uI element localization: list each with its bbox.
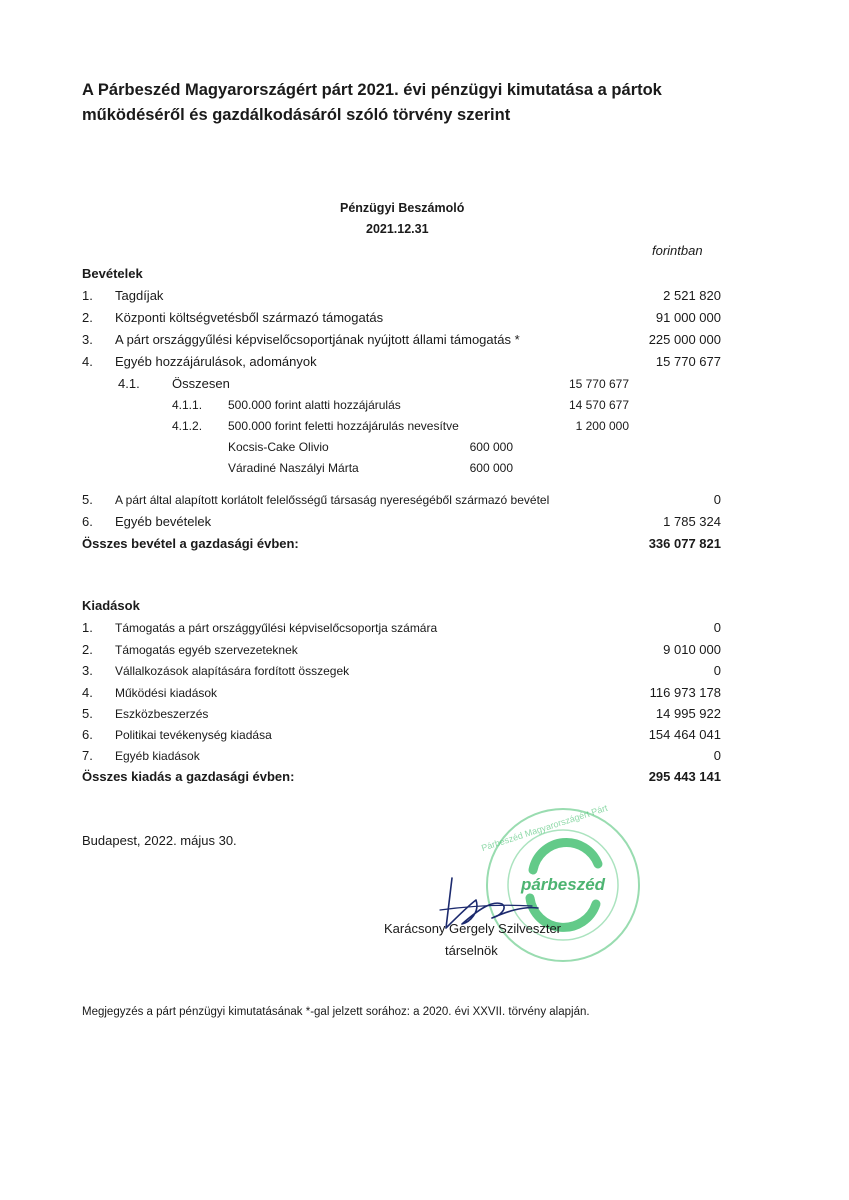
- income-item-label: A párt országgyűlési képviselőcsoportjának nyújtott állami támogatás *: [115, 332, 520, 347]
- expense-item-number: 5.: [82, 706, 93, 721]
- expense-item-label: Támogatás a párt országgyűlési képviselőcsoportja számára: [115, 621, 438, 635]
- sub-item-value: 1 200 000: [575, 419, 629, 433]
- income-item-number: 2.: [82, 310, 93, 325]
- svg-text:Párbeszéd Magyarországért Párt: Párbeszéd Magyarországért Párt: [480, 802, 609, 854]
- expense-item-label: Vállalkozások alapítására fordított összegek: [115, 664, 350, 678]
- sub-item-value: 14 570 677: [568, 398, 629, 412]
- expense-item-number: 2.: [82, 642, 93, 657]
- expense-item-number: 7.: [82, 748, 93, 763]
- income-item-label: Tagdíjak: [115, 288, 164, 303]
- donor-name: Kocsis-Cake Olivio: [228, 440, 329, 454]
- expense-total-label: Összes kiadás a gazdasági évben:: [82, 769, 295, 784]
- subtotal-number: 4.1.: [118, 376, 140, 391]
- expense-item-value: 14 995 922: [655, 706, 721, 721]
- unit-label: forintban: [652, 243, 703, 258]
- sub-item-label: 500.000 forint alatti hozzájárulás: [228, 398, 401, 412]
- expense-item-label: Egyéb kiadások: [115, 749, 200, 763]
- sub-item-number: 4.1.2.: [172, 419, 203, 433]
- sub-item-label: 500.000 forint feletti hozzájárulás nevesítve: [228, 419, 459, 433]
- report-heading: Pénzügyi Beszámoló: [340, 201, 465, 215]
- income-item-value: 225 000 000: [648, 332, 721, 347]
- document-title: [82, 78, 662, 128]
- expense-item-value: 9 010 000: [663, 642, 721, 657]
- expense-item-label: Támogatás egyéb szervezeteknek: [115, 643, 298, 657]
- income-total-value: 336 077 821: [648, 536, 721, 551]
- expense-item-value: 0: [713, 620, 721, 635]
- income-item-label: Egyéb bevételek: [115, 514, 212, 529]
- income-item-value: 1 785 324: [663, 514, 721, 529]
- expense-item-number: 3.: [82, 663, 93, 678]
- expense-item-value: 0: [713, 663, 721, 678]
- expense-item-value: 154 464 041: [648, 727, 721, 742]
- income-item-number: 6.: [82, 514, 93, 529]
- title-line-2: működéséről és gazdálkodásáról szóló törvény szerint: [82, 106, 511, 124]
- expense-item-label: Működési kiadások: [115, 686, 218, 700]
- income-item-value: 15 770 677: [655, 354, 721, 369]
- income-item-label: A párt által alapított korlátolt felelősségű társaság nyereségéből származó bevétel: [115, 493, 550, 507]
- income-item-value: 91 000 000: [655, 310, 721, 325]
- report-date: 2021.12.31: [366, 222, 429, 236]
- donor-value: 600 000: [469, 440, 513, 454]
- income-total-label: Összes bevétel a gazdasági évben:: [82, 536, 299, 551]
- expenses-heading: Kiadások: [82, 598, 140, 613]
- subtotal-label: Összesen: [172, 376, 230, 391]
- expense-item-label: Politikai tevékenység kiadása: [115, 728, 272, 742]
- expense-total-value: 295 443 141: [648, 769, 721, 784]
- footnote: Megjegyzés a párt pénzügyi kimutatásának *-gal jelzett sorához: a 2020. évi XXVII. törvény alapján.: [82, 1006, 590, 1018]
- title-line-1: A Párbeszéd Magyarországért párt 2021. évi pénzügyi kimutatása a pártok: [82, 81, 662, 99]
- income-item-number: 5.: [82, 492, 93, 507]
- income-item-number: 4.: [82, 354, 93, 369]
- income-item-label: Egyéb hozzájárulások, adományok: [115, 354, 317, 369]
- expense-item-number: 6.: [82, 727, 93, 742]
- expense-item-value: 116 973 178: [649, 685, 721, 700]
- expense-item-value: 0: [713, 748, 721, 763]
- place-date: Budapest, 2022. május 30.: [82, 833, 237, 848]
- income-item-number: 1.: [82, 288, 93, 303]
- income-item-label: Központi költségvetésből származó támogatás: [115, 310, 384, 325]
- donor-value: 600 000: [469, 461, 513, 475]
- income-item-number: 3.: [82, 332, 93, 347]
- signatory-role: társelnök: [445, 943, 498, 958]
- subtotal-value: 15 770 677: [568, 377, 629, 391]
- income-item-value: 0: [713, 492, 721, 507]
- expense-item-label: Eszközbeszerzés: [115, 707, 209, 721]
- donor-name: Váradiné Naszályi Márta: [228, 461, 359, 475]
- svg-text:párbeszéd: párbeszéd: [520, 875, 606, 894]
- expense-item-number: 1.: [82, 620, 93, 635]
- sub-item-number: 4.1.1.: [172, 398, 203, 412]
- income-item-value: 2 521 820: [663, 288, 721, 303]
- income-heading: Bevételek: [82, 266, 143, 281]
- signatory-name: Karácsony Gergely Szilveszter: [384, 921, 562, 936]
- expense-item-number: 4.: [82, 685, 93, 700]
